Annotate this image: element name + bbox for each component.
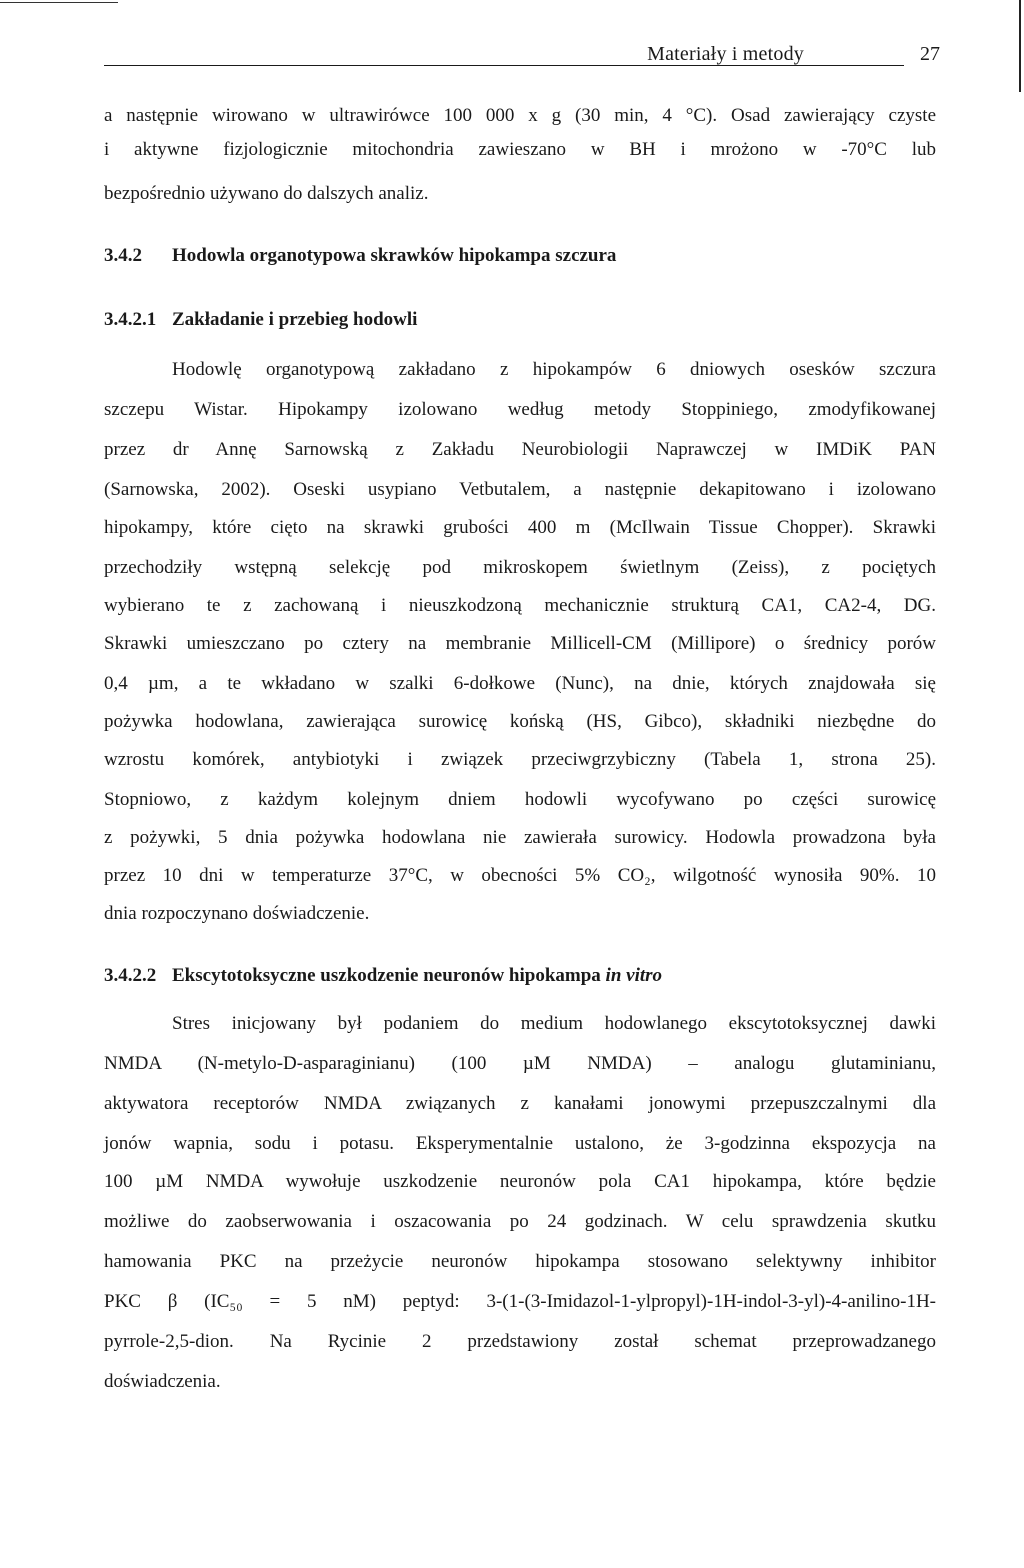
text-line: doświadczenia. <box>104 1371 221 1392</box>
subsection-number: 3.4.2.1 <box>104 309 157 330</box>
text-line: jonów wapnia, sodu i potasu. Eksperymentalnie ustalono, że 3-godzinna ekspozycja na <box>104 1133 936 1154</box>
header-title: Materiały i metody <box>647 43 804 65</box>
running-header <box>104 40 940 72</box>
text-line: możliwe do zaobserwowania i oszacowania po 24 godzinach. W celu sprawdzenia skutku <box>104 1211 936 1232</box>
subsection-heading <box>104 964 662 988</box>
text-line: pożywka hodowlana, zawierająca surowicę końską (HS, Gibco), składniki niezbędne do <box>104 711 936 732</box>
subsection-title-italic: in vitro <box>605 965 663 986</box>
text-line: 0,4 µm, a te wkładano w szalki 6-dołkowe (Nunc), na dnie, których znajdowała się <box>104 673 936 694</box>
text-line: przez 10 dni w temperaturze 37°C, w obecności 5% CO₂, wilgotność wynosiła 90%. 10 <box>104 865 936 886</box>
text-line: i aktywne fizjologicznie mitochondria zawieszano w BH i mrożono w -70°C lub <box>104 139 936 160</box>
section-heading <box>104 244 616 268</box>
section-number: 3.4.2 <box>104 245 142 266</box>
text-line: a następnie wirowano w ultrawirówce 100 000 x g (30 min, 4 °C). Osad zawierający czyste <box>104 105 936 126</box>
text-line: Stres inicjowany był podaniem do medium hodowlanego ekscytotoksycznej dawki <box>172 1013 936 1034</box>
text-line: z pożywki, 5 dnia pożywka hodowlana nie zawierała surowicy. Hodowla prowadzona była <box>104 827 936 848</box>
section-title: Hodowla organotypowa skrawków hipokampa szczura <box>172 245 617 266</box>
text-line: aktywatora receptorów NMDA związanych z kanałami jonowymi przepuszczalnymi dla <box>104 1093 936 1114</box>
text-line: hipokampy, które cięto na skrawki grubości 400 m (McIlwain Tissue Chopper). Skrawki <box>104 517 936 538</box>
subsection-title: Ekscytotoksyczne uszkodzenie neuronów hipokampa <box>172 965 606 986</box>
text-line: Hodowlę organotypową zakładano z hipokampów 6 dniowych osesków szczura <box>172 359 936 380</box>
text-line: (Sarnowska, 2002). Oseski usypiano Vetbutalem, a następnie dekapitowano i izolowano <box>104 479 936 500</box>
text-line: przez dr Annę Sarnowską z Zakładu Neurobiologii Naprawczej w IMDiK PAN <box>104 439 936 460</box>
text-line: szczepu Wistar. Hipokampy izolowano według metody Stoppiniego, zmodyfikowanej <box>104 399 936 420</box>
text-line: Stopniowo, z każdym kolejnym dniem hodowli wycofywano po części surowicę <box>104 789 936 810</box>
page-number: 27 <box>920 43 940 65</box>
text-line: wzrostu komórek, antybiotyki i związek przeciwgrzybiczny (Tabela 1, strona 25). <box>104 749 936 770</box>
text-line: hamowania PKC na przeżycie neuronów hipokampa stosowano selektywny inhibitor <box>104 1251 936 1272</box>
subsection-number: 3.4.2.2 <box>104 965 157 986</box>
text-line: wybierano te z zachowaną i nieuszkodzoną mechanicznie strukturą CA1, CA2-4, DG. <box>104 595 936 616</box>
subsection-title: Zakładanie i przebieg hodowli <box>172 309 418 330</box>
text-line: pyrrole-2,5-dion. Na Rycinie 2 przedstawiony został schemat przeprowadzanego <box>104 1331 936 1352</box>
text-line: 100 µM NMDA wywołuje uszkodzenie neuronów pola CA1 hipokampa, które będzie <box>104 1171 936 1192</box>
text-line: Skrawki umieszczano po cztery na membranie Millicell-CM (Millipore) o średnicy porów <box>104 633 936 654</box>
text-line: dnia rozpoczynano doświadczenie. <box>104 903 370 924</box>
top-edge-rule <box>0 2 118 3</box>
text-line: NMDA (N-metylo-D-asparaginianu) (100 µM NMDA) – analogu glutaminianu, <box>104 1053 936 1074</box>
text-line: bezpośrednio używano do dalszych analiz. <box>104 183 429 204</box>
subsection-heading <box>104 308 417 332</box>
right-edge-mark <box>1019 0 1021 92</box>
text-line: przechodziły wstępną selekcję pod mikroskopem świetlnym (Zeiss), z pociętych <box>104 557 936 578</box>
text-line: PKC β (IC₅₀ = 5 nM) peptyd: 3-(1-(3-Imidazol-1-ylpropyl)-1H-indol-3-yl)-4-anilino-1H- <box>104 1291 936 1312</box>
